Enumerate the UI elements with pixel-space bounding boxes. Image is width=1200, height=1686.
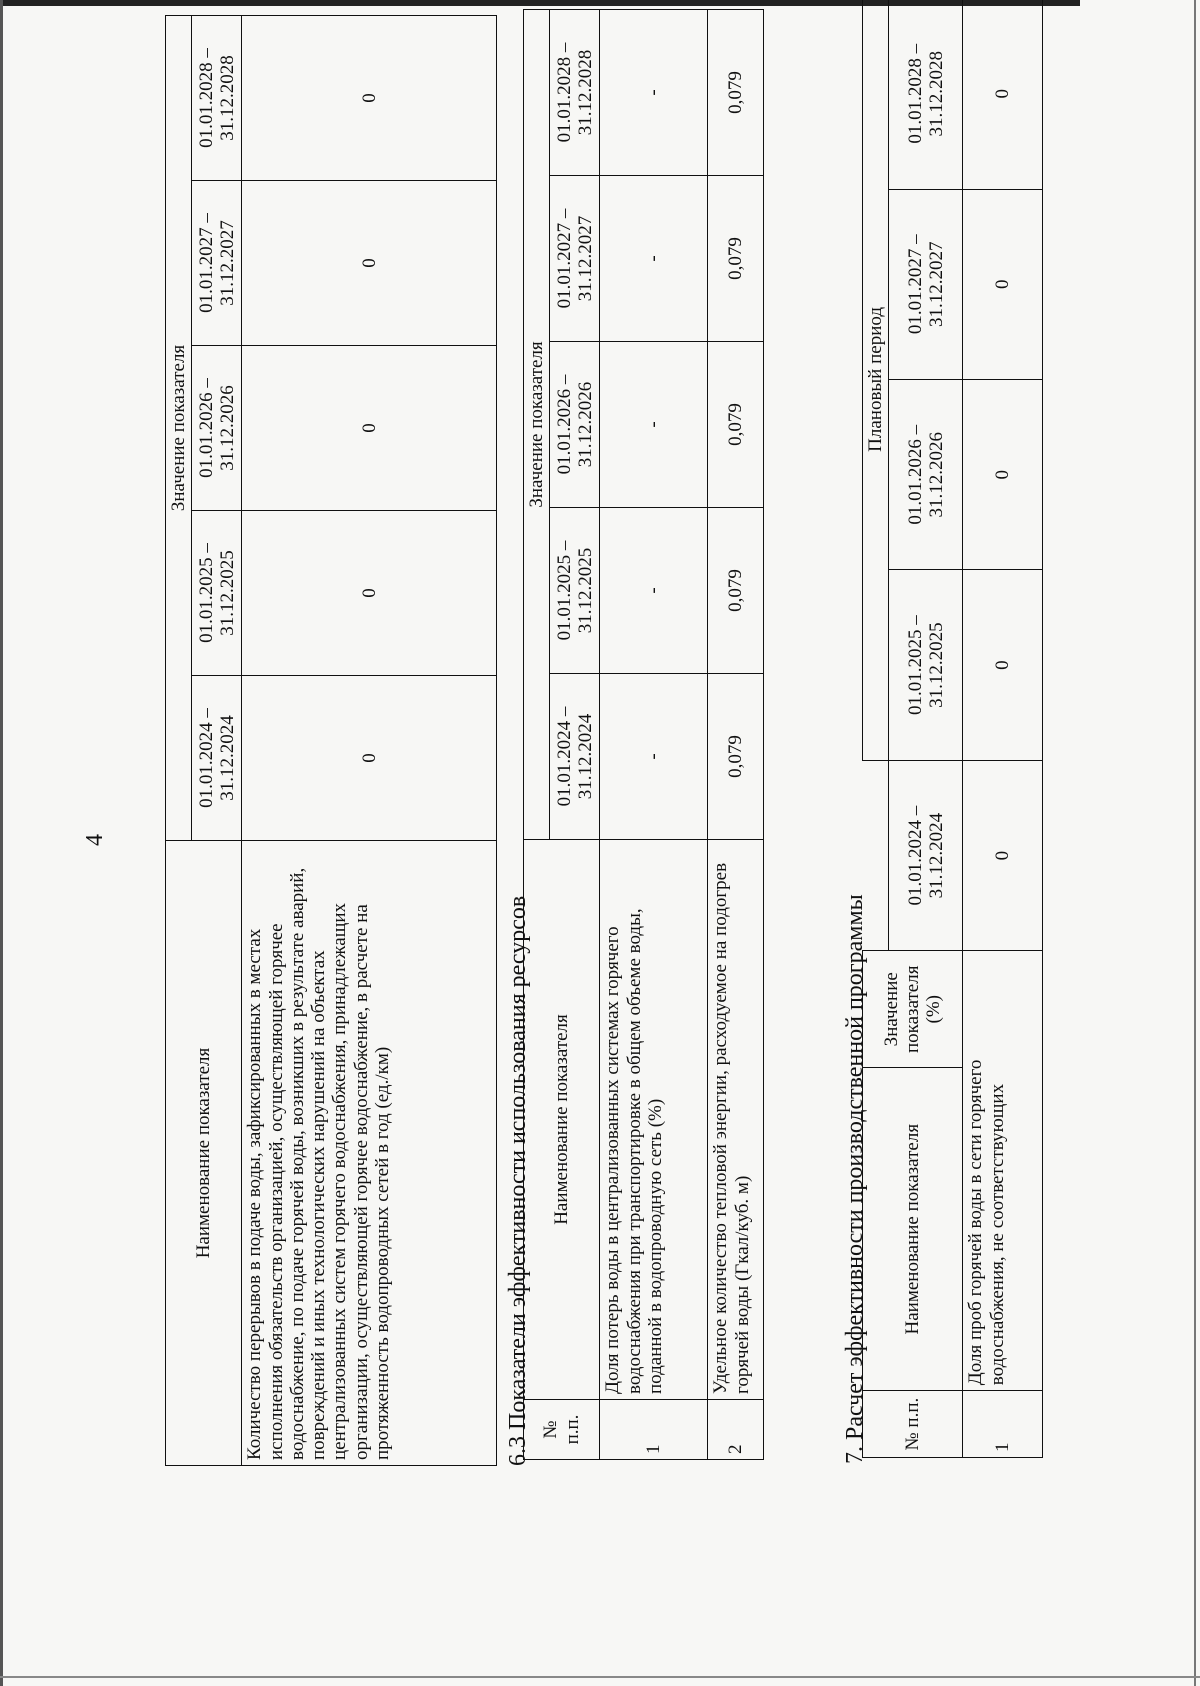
t2-cell: 0,079 — [708, 674, 764, 840]
t2-row-name: Доля потерь воды в централизованных системах горячего водоснабжения при транспортировке в общем объеме воды, поданной в водопроводную сеть (%) — [600, 840, 708, 1400]
t1-period: 01.01.2027 – 31.12.2027 — [192, 181, 242, 346]
t1-cell: 0 — [242, 511, 497, 676]
section-6-3-title: 6.3 Показатели эффективности использования ресурсов — [505, 895, 531, 1466]
t2-header-name: Наименование показателя — [524, 840, 600, 1400]
t1-cell: 0 — [242, 181, 497, 346]
t3-period: 01.01.2028 – 31.12.2028 — [889, 0, 963, 189]
interruptions-table — [165, 15, 497, 1466]
t3-cell: 0 — [963, 760, 1043, 950]
t2-cell: 0,079 — [708, 508, 764, 674]
t2-period: 01.01.2026 – 31.12.2026 — [550, 342, 600, 508]
t3-blank — [863, 760, 889, 950]
t2-cell: - — [600, 176, 708, 342]
t1-header-name: Наименование показателя — [166, 841, 242, 1466]
t2-row-num: 2 — [708, 1400, 764, 1460]
t2-cell: 0,079 — [708, 9, 764, 175]
t1-cell: 0 — [242, 346, 497, 511]
t3-period: 01.01.2026 – 31.12.2026 — [889, 379, 963, 569]
t3-header-num: № п.п. — [863, 1391, 963, 1458]
t3-period: 01.01.2024 – 31.12.2024 — [889, 760, 963, 950]
t3-row-name: Доля проб горячей воды в сети горячего водоснабжения, не соответствующих — [963, 951, 1043, 1391]
t2-header-value: Значение показателя — [524, 9, 550, 839]
t2-period: 01.01.2027 – 31.12.2027 — [550, 176, 600, 342]
program-efficiency-table — [862, 0, 1043, 1458]
t1-cell: 0 — [242, 15, 497, 180]
t2-header-num: № п.п. — [524, 1400, 600, 1460]
t3-cell: 0 — [963, 570, 1043, 760]
section-7-title: 7. Расчет эффективности производственной программы — [842, 894, 868, 1464]
t1-period: 01.01.2026 – 31.12.2026 — [192, 346, 242, 511]
t2-row-num: 1 — [600, 1400, 708, 1460]
resource-efficiency-table — [523, 9, 764, 1460]
t3-cell: 0 — [963, 379, 1043, 569]
t1-header-value: Значение показателя — [166, 15, 192, 840]
t2-cell: - — [600, 508, 708, 674]
table-row — [708, 9, 764, 1459]
t1-cell: 0 — [242, 676, 497, 841]
t2-cell: 0,079 — [708, 342, 764, 508]
t2-period: 01.01.2024 – 31.12.2024 — [550, 674, 600, 840]
t3-period: 01.01.2027 – 31.12.2027 — [889, 189, 963, 379]
t3-period: 01.01.2025 – 31.12.2025 — [889, 570, 963, 760]
t2-cell: - — [600, 674, 708, 840]
t2-cell: - — [600, 9, 708, 175]
t2-row-name: Удельное количество тепловой энергии, расходуемое на подогрев горячей воды (Гкал/куб. м) — [708, 840, 764, 1400]
t3-header-plan: Плановый период — [863, 0, 889, 760]
t3-row-num: 1 — [963, 1391, 1043, 1458]
t3-cell: 0 — [963, 0, 1043, 189]
t1-row-name: Количество перерывов в подаче воды, зафиксированных в местах исполнения обязательств организацией, осуществляющей горячее водоснабжение, по подаче горячей воды, возникших в результате аварий, повреждений и иных технологических нарушений на объектах централизованных систем горячего водоснабжения, принадлежащих организации, осуществляющей горячее водоснабжение, в расчете на протяженность водопроводных сетей в год (ед./км) — [242, 841, 497, 1466]
t1-period: 01.01.2028 – 31.12.2028 — [192, 15, 242, 180]
t1-period: 01.01.2024 – 31.12.2024 — [192, 676, 242, 841]
t2-cell: - — [600, 342, 708, 508]
table-row — [963, 0, 1043, 1458]
t2-period: 01.01.2025 – 31.12.2025 — [550, 508, 600, 674]
page-number: 4 — [82, 834, 108, 846]
t3-header-name: Наименование показателя — [863, 1068, 963, 1391]
t3-cell: 0 — [963, 189, 1043, 379]
t1-period: 01.01.2025 – 31.12.2025 — [192, 511, 242, 676]
t2-cell: 0,079 — [708, 176, 764, 342]
table-row — [600, 9, 708, 1459]
t2-period: 01.01.2028 – 31.12.2028 — [550, 9, 600, 175]
t3-header-value: Значение показателя (%) — [863, 951, 963, 1068]
